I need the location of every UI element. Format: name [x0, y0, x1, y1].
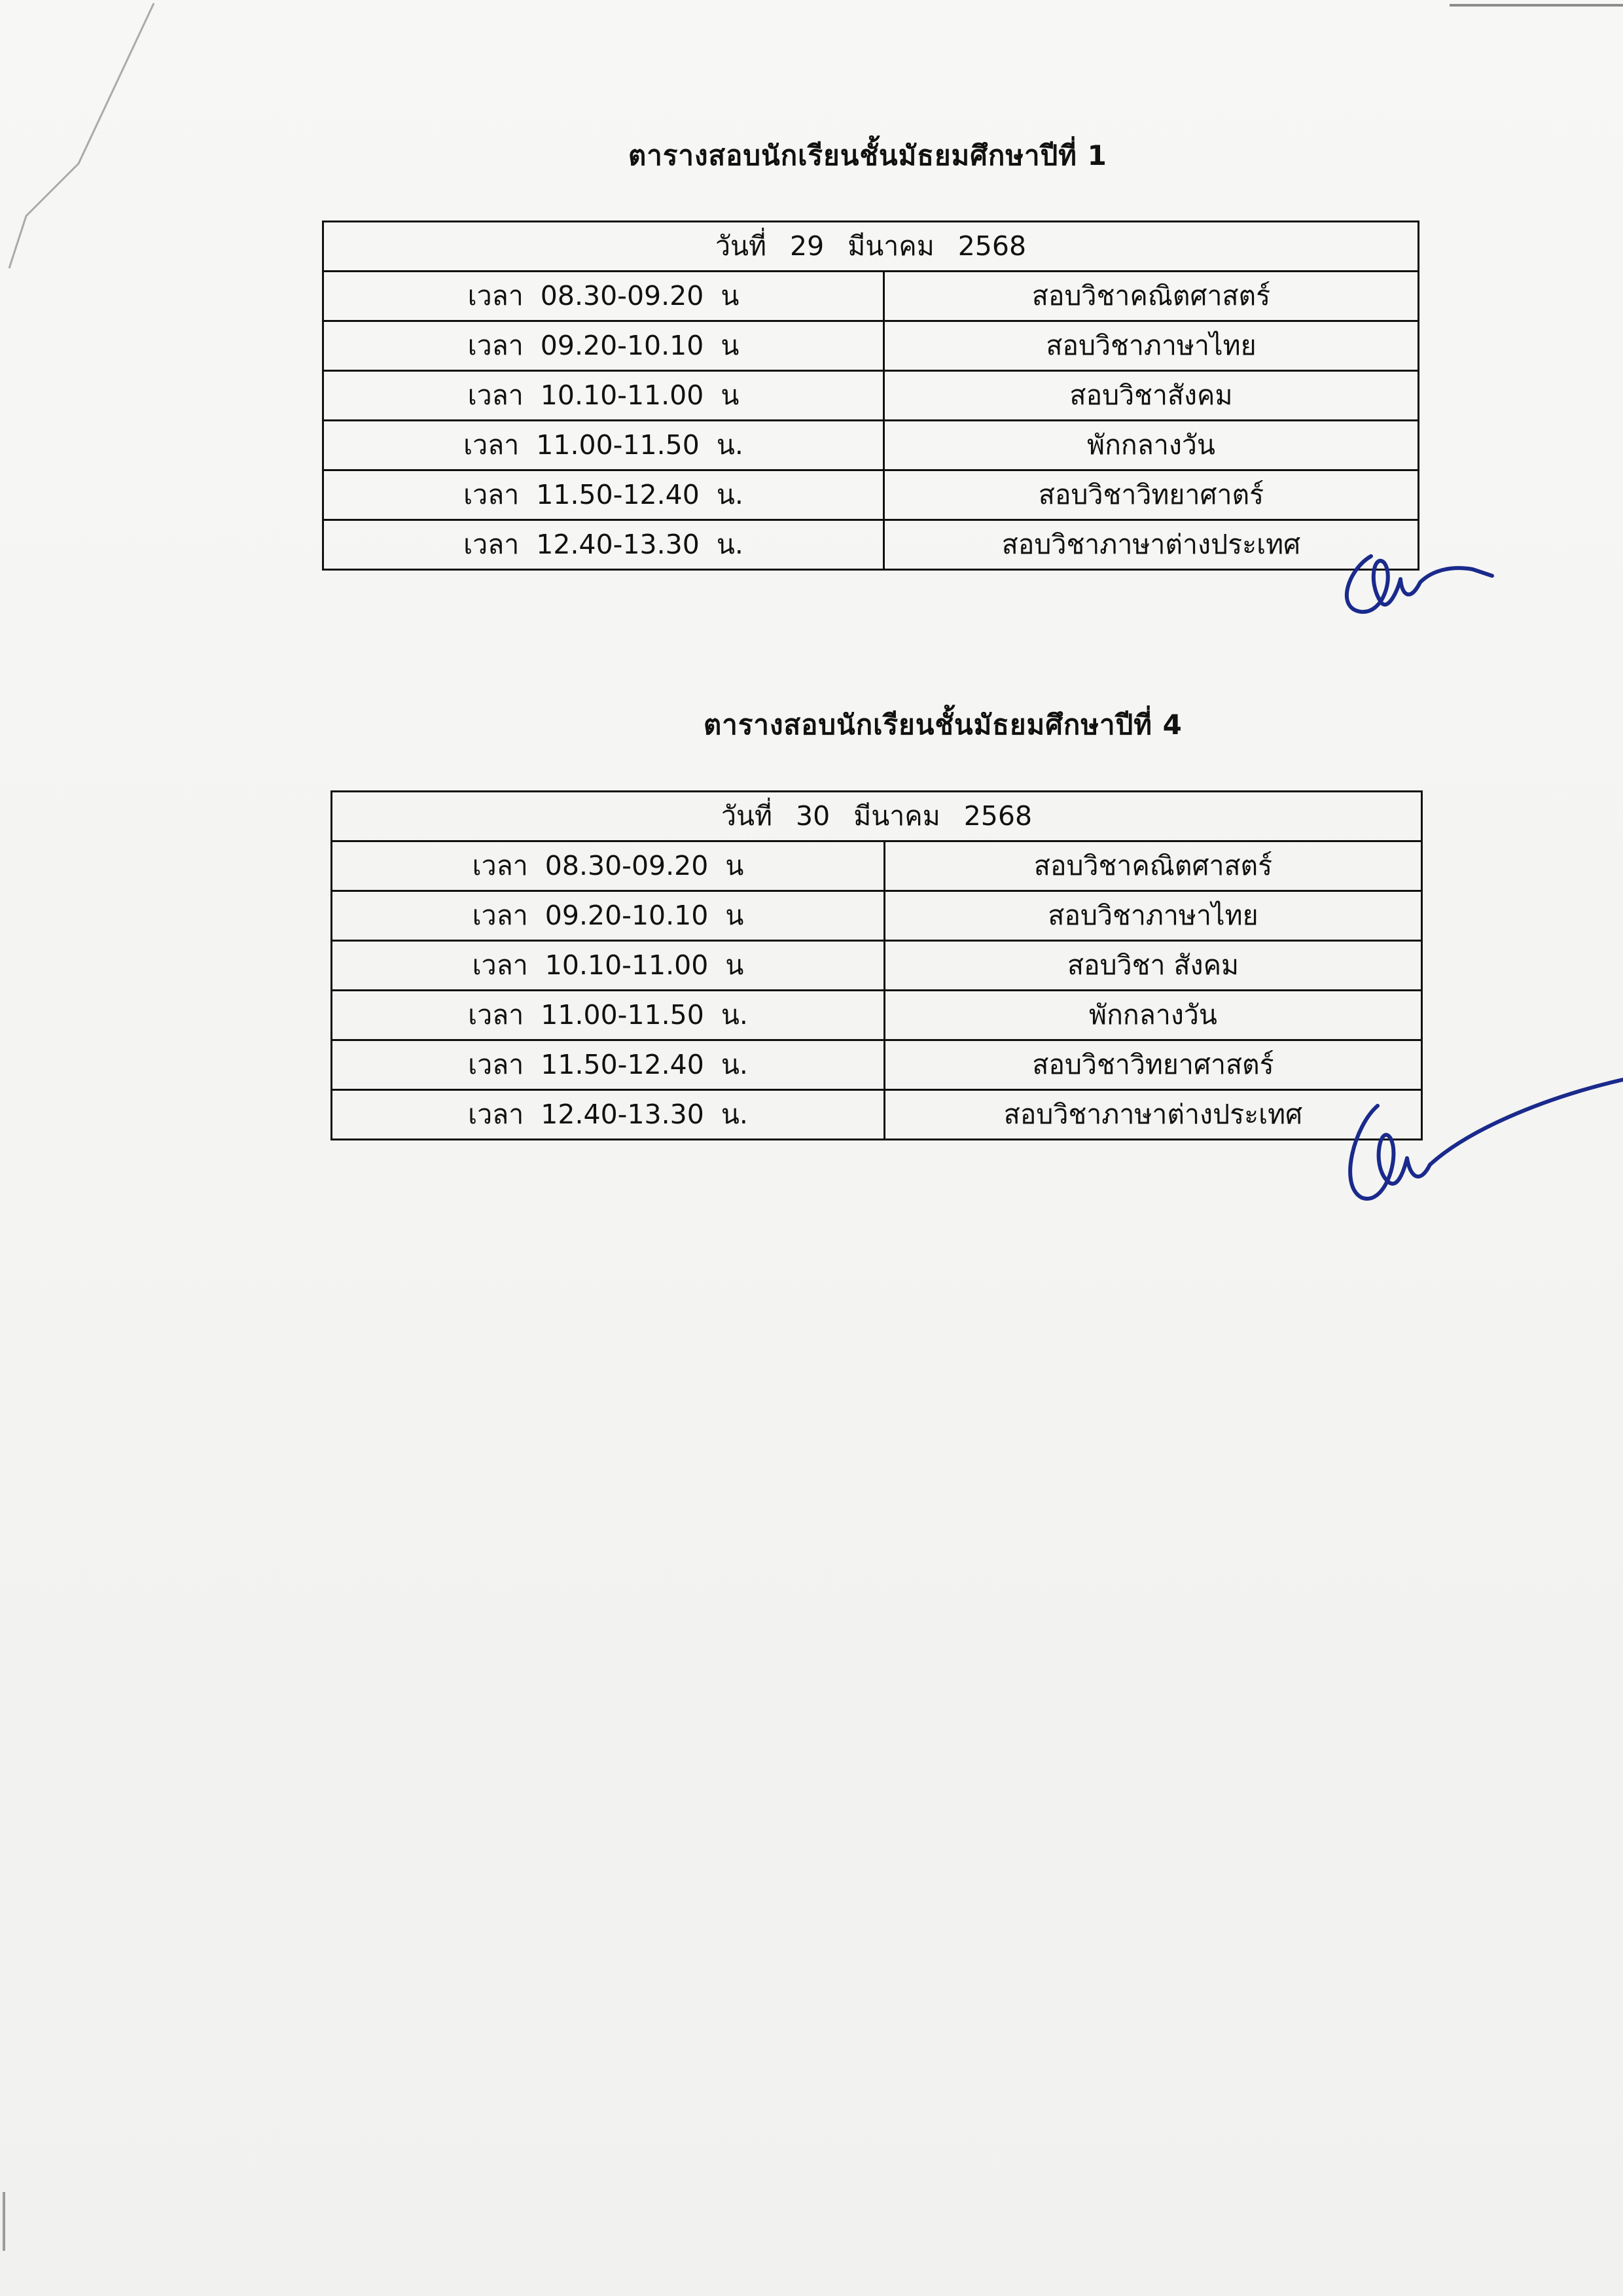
table-row: [332, 1040, 1422, 1090]
date-label: วันที่: [715, 230, 767, 262]
time-cell: เวลา 08.30-09.20 น: [323, 272, 884, 321]
subject-cell: สอบวิชาภาษาต่างประเทศ: [885, 1090, 1422, 1140]
table-row: [323, 321, 1419, 371]
signature-m1: [1322, 530, 1505, 628]
schedule-title-m1: ตารางสอบนักเรียนชั้นมัธยมศึกษาปีที่ 1: [628, 139, 1107, 171]
date-year: 2568: [957, 230, 1027, 262]
time-cell: เวลา 08.30-09.20 น: [332, 841, 885, 891]
time-cell: เวลา 09.20-10.10 น: [332, 891, 885, 941]
table-row: [323, 222, 1419, 272]
table-row: [323, 470, 1419, 520]
date-label: วันที่: [721, 800, 773, 832]
date-year: 2568: [963, 800, 1033, 832]
date-month: มีนาคม: [847, 230, 935, 262]
time-cell: เวลา 11.50-12.40 น.: [323, 470, 884, 520]
date-header: [332, 792, 1422, 841]
date-day: 30: [796, 800, 830, 832]
table-row: [332, 1090, 1422, 1140]
subject-cell: สอบวิชาภาษาต่างประเทศ: [884, 520, 1419, 570]
table-row: [323, 520, 1419, 570]
table-row: [332, 792, 1422, 841]
table-row: [332, 941, 1422, 991]
table-row: [332, 841, 1422, 891]
time-cell: เวลา 11.50-12.40 น.: [332, 1040, 885, 1090]
time-cell: เวลา 11.00-11.50 น.: [323, 421, 884, 470]
exam-schedule-table-m4: [330, 790, 1423, 1140]
time-cell: เวลา 12.40-13.30 น.: [323, 520, 884, 570]
exam-schedule-table-m1: [322, 221, 1419, 571]
time-cell: เวลา 10.10-11.00 น: [323, 371, 884, 421]
table-row: [332, 891, 1422, 941]
table-row: [323, 272, 1419, 321]
date-day: 29: [790, 230, 825, 262]
date-header: [323, 222, 1419, 272]
subject-cell: สอบวิชาสังคม: [884, 371, 1419, 421]
date-month: มีนาคม: [853, 800, 940, 832]
subject-cell: สอบวิชาภาษาไทย: [884, 321, 1419, 371]
subject-cell: สอบวิชาวิทยาศาสตร์: [885, 1040, 1422, 1090]
time-cell: เวลา 11.00-11.50 น.: [332, 991, 885, 1040]
subject-cell: สอบวิชาวิทยาศาตร์: [884, 470, 1419, 520]
table-row: [323, 371, 1419, 421]
subject-cell: สอบวิชาคณิตศาสตร์: [885, 841, 1422, 891]
subject-cell: พักกลางวัน: [884, 421, 1419, 470]
schedule-title-m4: ตารางสอบนักเรียนชั้นมัธยมศึกษาปีที่ 4: [704, 709, 1183, 741]
subject-cell: พักกลางวัน: [885, 991, 1422, 1040]
subject-cell: สอบวิชาคณิตศาสตร์: [884, 272, 1419, 321]
time-cell: เวลา 09.20-10.10 น: [323, 321, 884, 371]
table-row: [323, 421, 1419, 470]
subject-cell: สอบวิชาภาษาไทย: [885, 891, 1422, 941]
signature-m4: [1322, 1067, 1623, 1210]
table-row: [332, 991, 1422, 1040]
time-cell: เวลา 12.40-13.30 น.: [332, 1090, 885, 1140]
time-cell: เวลา 10.10-11.00 น: [332, 941, 885, 991]
subject-cell: สอบวิชา สังคม: [885, 941, 1422, 991]
